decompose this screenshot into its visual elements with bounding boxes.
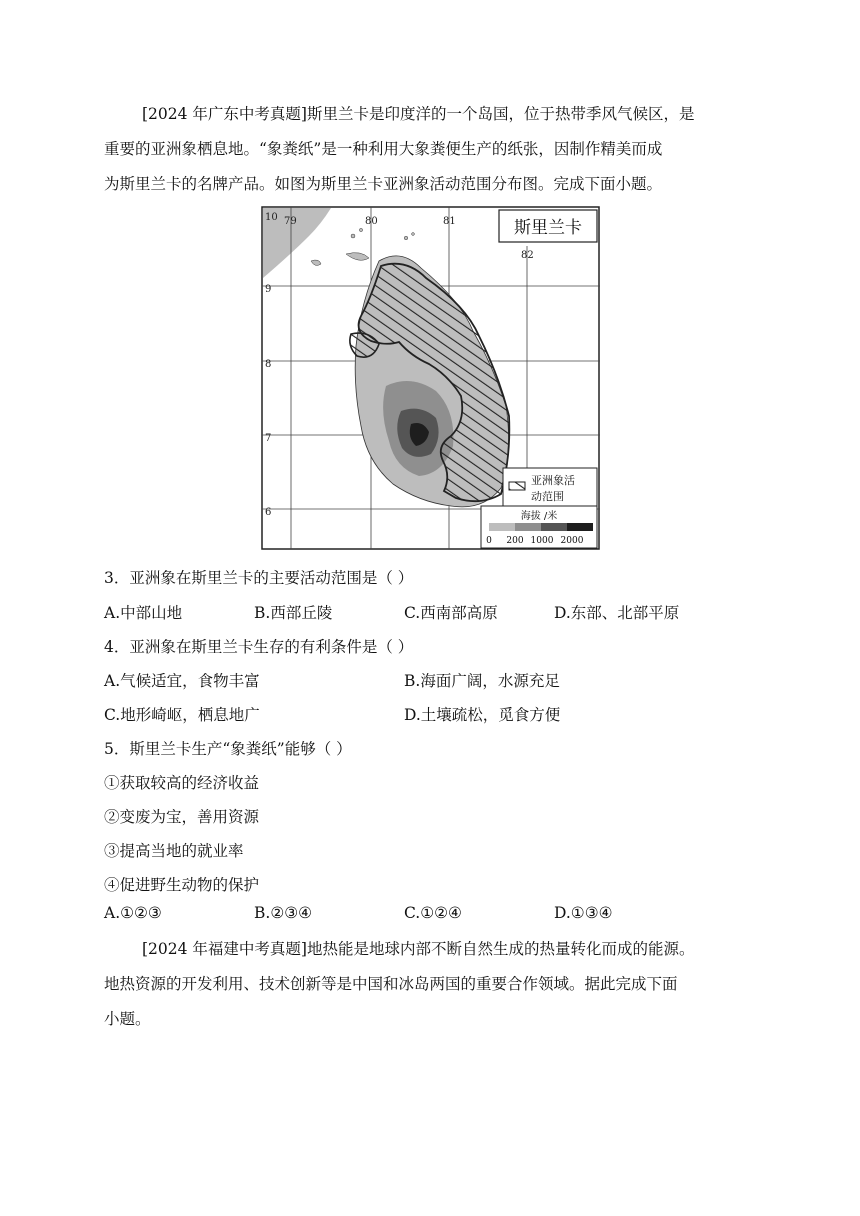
lat-label-6: 6 <box>265 507 272 518</box>
intro-paragraph-1 <box>104 97 754 202</box>
intro-1-line-2: 重要的亚洲象栖息地。“象粪纸”是一种利用大象粪便生产的纸张，因制作精美而成 <box>104 140 663 158</box>
lon-label-80: 80 <box>365 216 378 227</box>
lon-label-81: 81 <box>443 216 456 227</box>
q5-item-4: ④促进野生动物的保护 <box>104 876 260 894</box>
q4-option-a[interactable]: A.气候适宜，食物丰富 <box>104 672 260 690</box>
lon-label-82: 82 <box>521 250 534 261</box>
intro-2-line-3: 小题。 <box>104 1010 151 1028</box>
q5-option-a[interactable]: A.①②③ <box>104 904 162 922</box>
question-5-stem: 5．斯里兰卡生产“象粪纸”能够（ ） <box>104 740 352 758</box>
intro-1-line-1: [2024 年广东中考真题]斯里兰卡是印度洋的一个岛国，位于热带季风气候区，是 <box>142 105 695 123</box>
legend-range-label-2: 动范围 <box>531 490 564 503</box>
intro-paragraph-2 <box>104 932 754 1037</box>
q5-option-d[interactable]: D.①③④ <box>554 904 613 922</box>
q3-option-d[interactable]: D.东部、北部平原 <box>554 604 680 622</box>
q4-option-b[interactable]: B.海面广阔，水源充足 <box>404 672 560 690</box>
map-title: 斯里兰卡 <box>514 218 582 238</box>
q5-item-2: ②变废为宝，善用资源 <box>104 808 260 826</box>
q4-option-c[interactable]: C.地形崎岖，栖息地广 <box>104 706 260 724</box>
legend-hatch-swatch <box>509 482 525 490</box>
legend-elev-tick-1000: 1000 <box>530 536 554 546</box>
question-3-stem: 3．亚洲象在斯里兰卡的主要活动范围是（ ） <box>104 569 414 587</box>
lat-label-10: 10 <box>265 212 278 223</box>
q3-option-a[interactable]: A.中部山地 <box>104 604 183 622</box>
legend-elev-swatch-mid <box>515 523 541 531</box>
legend-elev-tick-200: 200 <box>506 536 524 546</box>
lat-label-9: 9 <box>265 284 272 295</box>
legend-elev-title: 海拔 /米 <box>520 511 558 522</box>
q4-option-d[interactable]: D.土壤疏松，觅食方便 <box>404 706 561 724</box>
q3-option-b[interactable]: B.西部丘陵 <box>254 604 333 622</box>
q5-option-b[interactable]: B.②③④ <box>254 904 313 922</box>
legend-range-label-1: 亚洲象活 <box>531 474 575 487</box>
intro-2-line-1: [2024 年福建中考真题]地热能是地球内部不断自然生成的热量转化而成的能源。 <box>142 940 695 958</box>
q5-item-1: ①获取较高的经济收益 <box>104 774 260 792</box>
legend-elev-tick-0: 0 <box>486 536 492 546</box>
lat-label-7: 7 <box>265 433 272 444</box>
intro-2-line-2: 地热资源的开发利用、技术创新等是中国和冰岛两国的重要合作领域。据此完成下面 <box>104 975 678 993</box>
sri-lanka-elephant-map <box>261 206 601 551</box>
legend-elev-tick-2000: 2000 <box>560 536 584 546</box>
q5-option-c[interactable]: C.①②④ <box>404 904 462 922</box>
question-4-stem: 4．亚洲象在斯里兰卡生存的有利条件是（ ） <box>104 638 414 656</box>
q3-option-c[interactable]: C.西南部高原 <box>404 604 498 622</box>
legend-elev-swatch-high <box>541 523 567 531</box>
q5-item-3: ③提高当地的就业率 <box>104 842 244 860</box>
lat-label-8: 8 <box>265 359 272 370</box>
intro-1-line-3: 为斯里兰卡的名牌产品。如图为斯里兰卡亚洲象活动范围分布图。完成下面小题。 <box>104 175 663 193</box>
lon-label-79: 79 <box>284 216 297 227</box>
legend-elev-swatch-low <box>489 523 515 531</box>
legend-elev-swatch-peak <box>567 523 593 531</box>
